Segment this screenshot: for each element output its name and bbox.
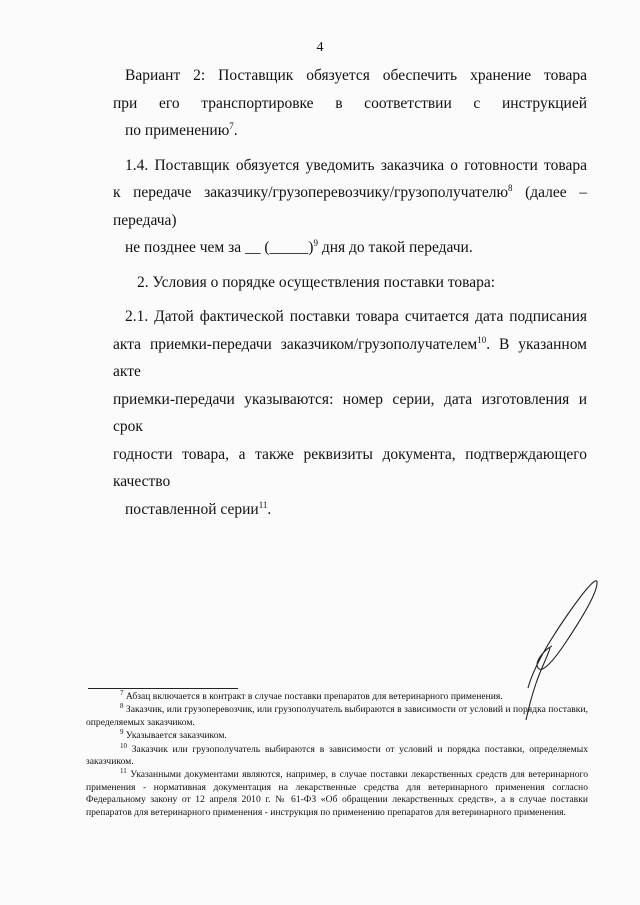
- text-line: 1.4. Поставщик обязуется уведомить заказчика о готовности товара: [125, 156, 587, 174]
- text-line: приемки-передачи указываются: номер серии, дата изготовления и срок: [113, 390, 587, 435]
- section-2-heading: [113, 269, 587, 297]
- text-line: при его транспортировке в соответствии с инструкцией: [113, 94, 587, 112]
- footnote-8: $^8$ Заказчик, или грузоперевозчик, или грузополучатель выбираются в зависимости от условий и порядка поставки, определяемых заказчиком.: [86, 702, 588, 728]
- text-line: годности товара, а также реквизиты документа, подтверждающего качество: [113, 445, 587, 490]
- paragraph-1-4: [113, 152, 587, 262]
- footnote-ref-11: 11: [258, 499, 268, 510]
- footnote-11: $^{11}$ Указанными документами являются, например, в случае поставки лекарственных средств для ветеринарного применения - нормативная документация на лекарственные средства для ветеринарного применения согласно Федеральному закону от 12 апреля 2010 г. № 61-ФЗ «Об обращении лекарственных средств», а в случае поставки препаратов для ветеринарного применения - инструкция по применению препаратов для ветеринарного применения.: [86, 767, 588, 818]
- text-line: Вариант 2: Поставщик обязуется обеспечить хранение товара: [125, 67, 587, 84]
- paragraph-variant-2: [113, 62, 587, 145]
- footnote-separator: [88, 688, 238, 689]
- footnote-ref-9: 9: [313, 238, 318, 248]
- text-line: к передаче заказчику/грузоперевозчику/грузополучателю$^8$ (далее – передача): [113, 183, 587, 229]
- text-line: не позднее чем за __ (_____)$^9$ дня до такой передачи.: [125, 238, 473, 256]
- document-body: [113, 62, 587, 530]
- paragraph-2-1: [113, 303, 587, 523]
- footnote-ref-8: 8: [508, 183, 513, 193]
- footnote-ref-10: 10: [477, 334, 487, 345]
- footnote-7: $^7$ Абзац включается в контракт в случае поставки препаратов для ветеринарного применения.: [120, 689, 503, 702]
- text-line: 2. Условия о порядке осуществления поставки товара:: [137, 273, 496, 291]
- text-line: 2.1. Датой фактической поставки товара считается дата подписания: [125, 308, 587, 325]
- text-line: поставленной серии$^{11}$.: [125, 499, 272, 518]
- footnote-10: $^{10}$ Заказчик или грузополучатель выбираются в зависимости от условий и порядка поставки, определяемых заказчиком.: [86, 741, 588, 768]
- footnote-9: $^9$ Указывается заказчиком.: [120, 728, 227, 742]
- footnote-ref-7: 7: [229, 121, 234, 131]
- text-line: акта приемки-передачи заказчиком/грузополучателем$^{10}$. В указанном акте: [113, 334, 587, 380]
- footnotes: [86, 691, 588, 820]
- page-number: 4: [316, 40, 324, 55]
- text-line: по применению$^7$.: [125, 121, 238, 139]
